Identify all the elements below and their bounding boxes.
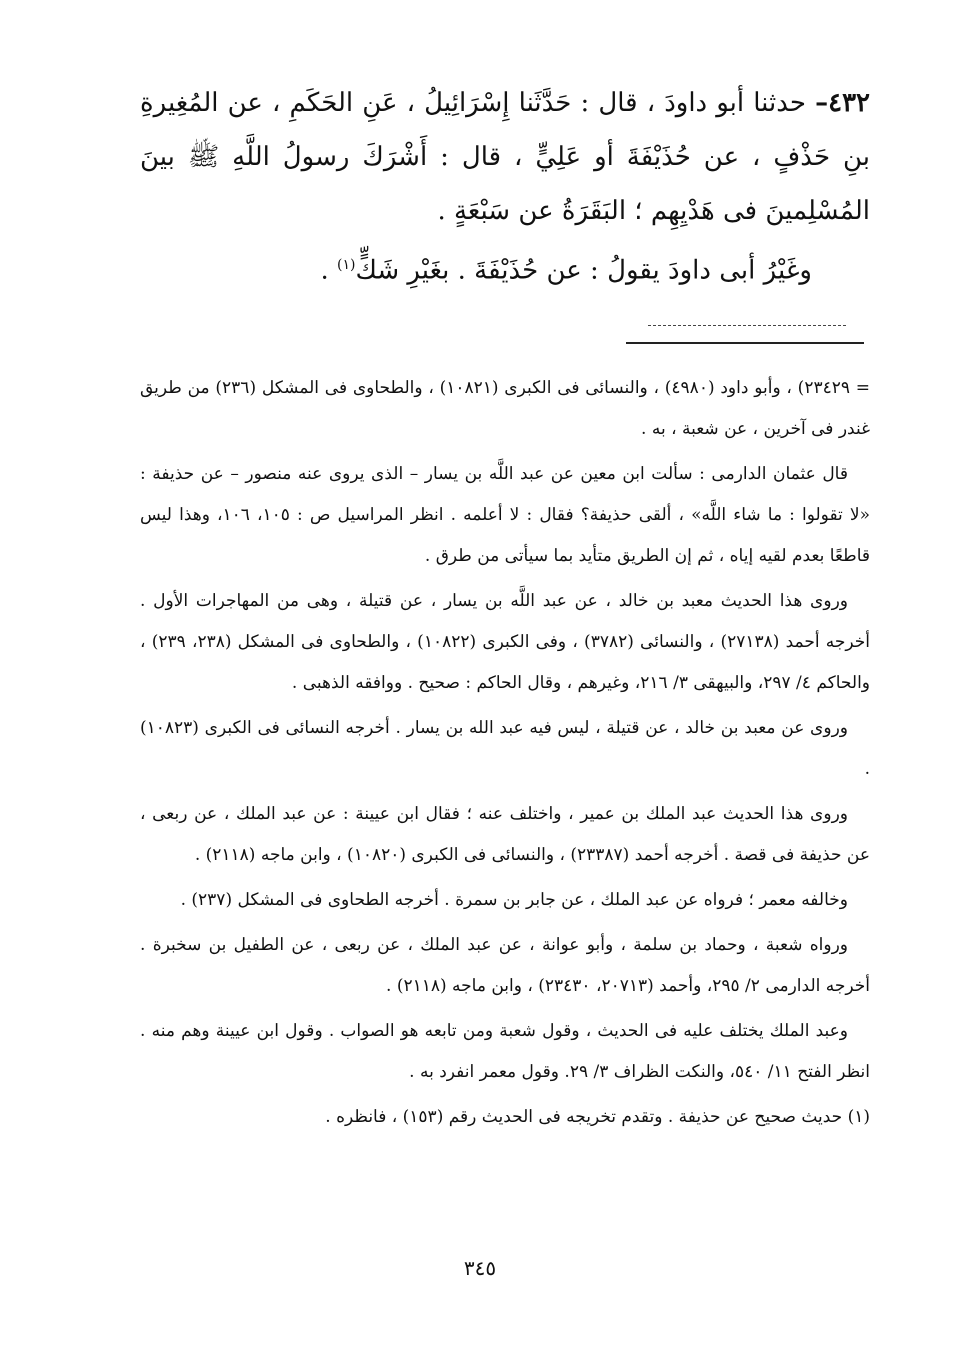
- footnote-paragraph: قال عثمان الدارمى : سألت ابن معين عن عبد اللَّه بن يسار – الذى يروى عنه منصور – عن حذيفة : «لا تقولوا : ما شاء اللَّه» ، ألقى حذيفة؟ فقال : لا أعلمه . انظر المراسيل ص : ١٠٥، ١٠٦، وهذا ليس قاطعًا بعدم لقيه إياه ، ثم إن الطريق متأيد بما سيأتى من طرق .: [140, 464, 870, 566]
- footnote-paragraph: وروى هذا الحديث معبد بن خالد ، عن عبد اللَّه بن يسار ، عن قتيلة ، وهى من المهاجرات الأول . أخرجه أحمد (٢٧١٣٨) ، والنسائى (٣٧٨٢) ، وفى الكبرى (١٠٨٢٢) ، والطحاوى فى المشكل (٢٣٨، ٢٣٩) ، والحاكم ٤/ ٢٩٧، والبيهقى ٣/ ٢١٦، وغيرهم ، وقال الحاكم : صحيح . ووافقه الذهبى .: [140, 591, 871, 693]
- footnote-paragraph: = ٢٣٤٢٩) ، وأبو داود (٤٩٨٠) ، والنسائى فى الكبرى (١٠٨٢١) ، والطحاوى فى المشكل (٢٣٦) من طريق غندر فى آخرين ، عن شعبة ، به .: [140, 378, 871, 439]
- variant-text: وغَيْرُ أبى داودَ يقولُ : عن حُذَيْفَةَ . بغَيْرِ شَكٍّ: [355, 255, 812, 286]
- hadith-paragraph: [140, 76, 870, 238]
- footnote-reference: (١): [336, 257, 356, 273]
- footnote-paragraph: وخالفه معمر ؛ فرواه عن عبد الملك ، عن جابر بن سمرة . أخرجه الطحاوى فى المشكل (٢٣٧) .: [180, 890, 848, 910]
- footnote-one: (١) حديث صحيح عن حذيفة . وتقدم تخريجه فى الحديث رقم (١٥٣) ، فانظره .: [325, 1107, 870, 1127]
- hadith-body: حدثنا أبو داودَ ، قال : حَدَّثَنا إِسْرَائِيلُ ، عَنِ الحَكَمِ ، عن المُغِيرةِ بنِ حَذْفٍ ، عن حُذَيْفَةَ أو عَلِيٍّ ، قال : أَشْرَكَ رسولُ اللَّهِ ﷺ بينَ المُسْلِمينَ فى هَدْيِهِم ؛ البَقَرَةُ عن سَبْعَةٍ .: [140, 88, 870, 226]
- variant-end: .: [320, 255, 337, 286]
- footnotes-block: [140, 368, 870, 1142]
- footnote-paragraph: ورواه شعبة ، وحماد بن سلمة ، وأبو عوانة ، عن عبد الملك ، عن ربعى ، عن الطفيل بن سخبرة . أخرجه الدارمى ٢/ ٢٩٥، وأحمد (٢٠٧١٣، ٢٣٤٣٠) ، وابن ماجه (٢١١٨) .: [140, 935, 870, 996]
- footnote-paragraph: وعبد الملك يختلف عليه فى الحديث ، وقول شعبة ومن تابعه هو الصواب . وقول ابن عيينة وهم منه . انظر الفتح ١١/ ٥٤٠، والنكت الظراف ٣/ ٢٩. وقول معمر انفرد به .: [140, 1021, 870, 1082]
- footnote-paragraph: وروى عن معبد بن خالد ، عن قتيلة ، ليس فيه عبد الله بن يسار . أخرجه النسائى فى الكبرى (١٠٨٢٣) .: [140, 718, 870, 779]
- divider-dashed: [648, 325, 846, 326]
- page-number: ٣٤٥: [463, 1256, 497, 1280]
- hadith-variant-note: [140, 238, 870, 298]
- footnote-paragraph: وروى هذا الحديث عبد الملك بن عمير ، واختلف عنه ؛ فقال ابن عيينة : عن عبد الملك ، عن ربعى ، عن حذيفة فى قصة . أخرجه أحمد (٢٣٣٨٧) ، والنسائى فى الكبرى (١٠٨٢٠) ، وابن ماجه (٢١١٨) .: [140, 804, 870, 865]
- footnote-divider: [626, 342, 864, 344]
- hadith-number: ٤٣٢–: [815, 88, 871, 118]
- hadith-text-block: [140, 76, 870, 298]
